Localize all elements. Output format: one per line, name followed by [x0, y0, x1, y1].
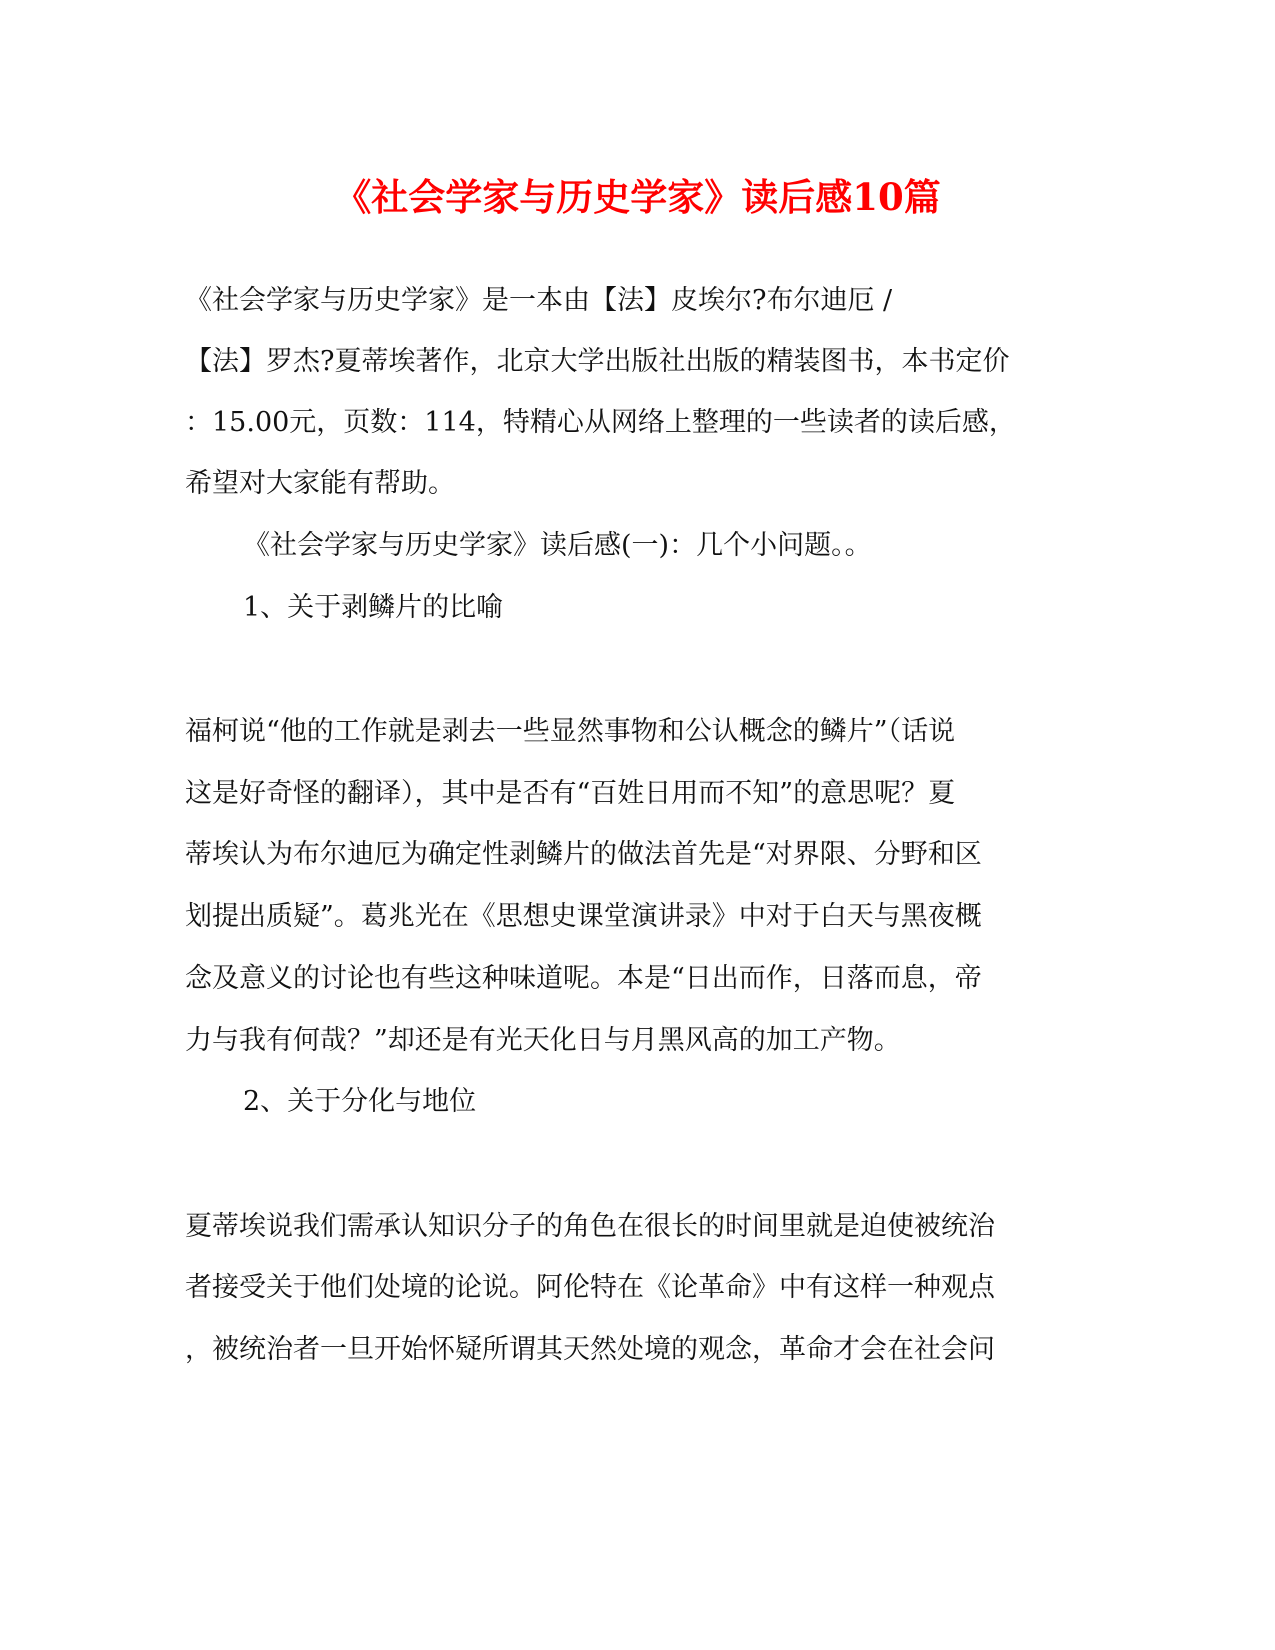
paragraph-line: 希望对大家能有帮助。 — [185, 468, 455, 499]
paragraph-line: 力与我有何哉？”却还是有光天化日与月黑风高的加工产物。 — [185, 1025, 901, 1056]
paragraph-line: 念及意义的讨论也有些这种味道呢。本是“日出而作，日落而息，帝 — [185, 963, 982, 994]
paragraph-line: 者接受关于他们处境的论说。阿伦特在《论革命》中有这样一种观点 — [185, 1272, 995, 1303]
paragraph-line: 夏蒂埃说我们需承认知识分子的角色在很长的时间里就是迫使被统治 — [185, 1211, 995, 1242]
paragraph-line: 这是好奇怪的翻译），其中是否有“百姓日用而不知”的意思呢？夏 — [185, 778, 956, 809]
subheading: 2、关于分化与地位 — [243, 1086, 477, 1117]
paragraph-line: 《社会学家与历史学家》是一本由【法】皮埃尔?布尔迪厄 / — [185, 285, 893, 316]
section-heading: 《社会学家与历史学家》读后感(一)：几个小问题。。 — [243, 530, 872, 561]
document-title: 《社会学家与历史学家》读后感10篇 — [334, 175, 941, 219]
paragraph-line: 福柯说“他的工作就是剥去一些显然事物和公认概念的鳞片”（话说 — [185, 716, 956, 747]
paragraph-line: ，被统治者一旦开始怀疑所谓其天然处境的观念，革命才会在社会问 — [185, 1334, 995, 1365]
paragraph-line: 蒂埃认为布尔迪厄为确定性剥鳞片的做法首先是“对界限、分野和区 — [185, 839, 982, 870]
paragraph-line: 划提出质疑”。葛兆光在《思想史课堂演讲录》中对于白天与黑夜概 — [185, 901, 982, 932]
paragraph-line: 【法】罗杰?夏蒂埃著作，北京大学出版社出版的精装图书，本书定价 — [185, 346, 1010, 377]
paragraph-line: ：15.00元，页数：114，特精心从网络上整理的一些读者的读后感， — [185, 407, 1016, 438]
subheading: 1、关于剥鳞片的比喻 — [243, 592, 504, 623]
